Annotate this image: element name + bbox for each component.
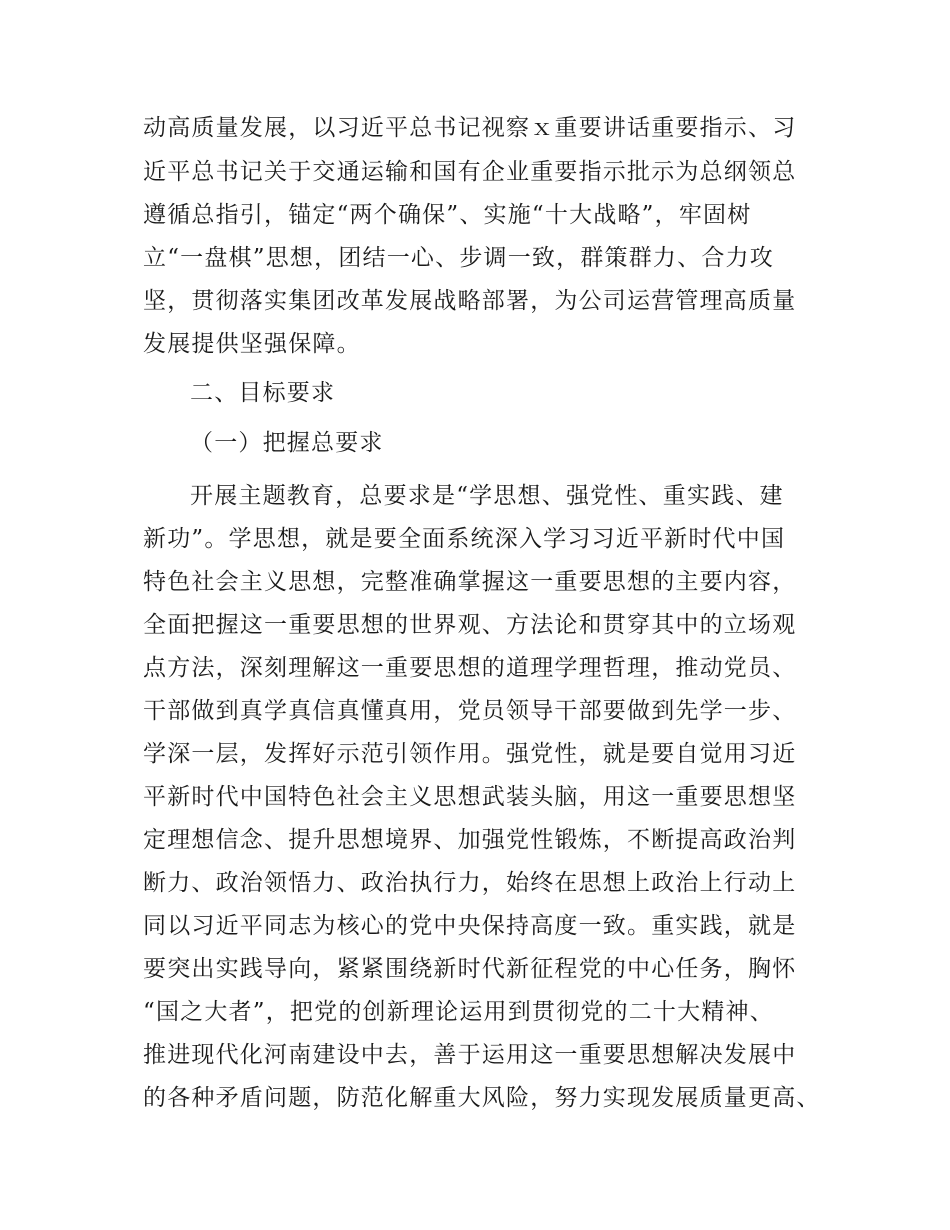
paragraph-line: 学深一层，发挥好示范引领作用。强党性，就是要自觉用习近 [143, 741, 797, 767]
paragraph-line: 要突出实践导向，紧紧围绕新时代新征程党的中心任务，胸怀 [143, 956, 797, 982]
paragraph-line: 立“一盘棋”思想，团结一心、步调一致，群策群力、合力攻 [143, 245, 774, 271]
paragraph-line: 新功”。学思想，就是要全面系统深入学习习近平新时代中国 [143, 526, 786, 552]
paragraph-line: 点方法，深刻理解这一重要思想的道理学理哲理，推动党员、 [143, 655, 797, 681]
paragraph-line: “国之大者”，把党的创新理论运用到贯彻党的二十大精神、 [143, 999, 774, 1025]
paragraph-line: 平新时代中国特色社会主义思想武装头脑，用这一重要思想坚 [143, 784, 797, 810]
paragraph-line: 发展提供坚强保障。 [143, 331, 361, 357]
subsection-heading: （一）把握总要求 [190, 430, 384, 456]
paragraph-line: 近平总书记关于交通运输和国有企业重要指示批示为总纲领总 [143, 159, 797, 185]
paragraph-line: 同以习近平同志为核心的党中央保持高度一致。重实践，就是 [143, 913, 797, 939]
paragraph-line: 断力、政治领悟力、政治执行力，始终在思想上政治上行动上 [143, 870, 797, 896]
paragraph-line: 推进现代化河南建设中去，善于运用这一重要思想解决发展中 [143, 1042, 797, 1068]
paragraph-line: 遵循总指引，锚定“两个确保”、实施“十大战略”，牢固树 [143, 202, 752, 228]
paragraph-line: 的各种矛盾问题，防范化解重大风险，努力实现发展质量更高、 [143, 1085, 821, 1111]
paragraph-line: 坚，贯彻落实集团改革发展战略部署，为公司运营管理高质量 [143, 288, 797, 314]
paragraph-line: 干部做到真学真信真懂真用，党员领导干部要做到先学一步、 [143, 698, 797, 724]
paragraph-line: 动高质量发展，以习近平总书记视察ｘ重要讲话重要指示、习 [143, 115, 797, 141]
paragraph-line: 开展主题教育，总要求是“学思想、强党性、重实践、建 [190, 483, 784, 509]
section-heading: 二、目标要求 [190, 380, 336, 406]
paragraph-line: 特色社会主义思想，完整准确掌握这一重要思想的主要内容， [143, 569, 797, 595]
paragraph-line: 全面把握这一重要思想的世界观、方法论和贯穿其中的立场观 [143, 612, 797, 638]
paragraph-line: 定理想信念、提升思想境界、加强党性锻炼，不断提高政治判 [143, 827, 797, 853]
